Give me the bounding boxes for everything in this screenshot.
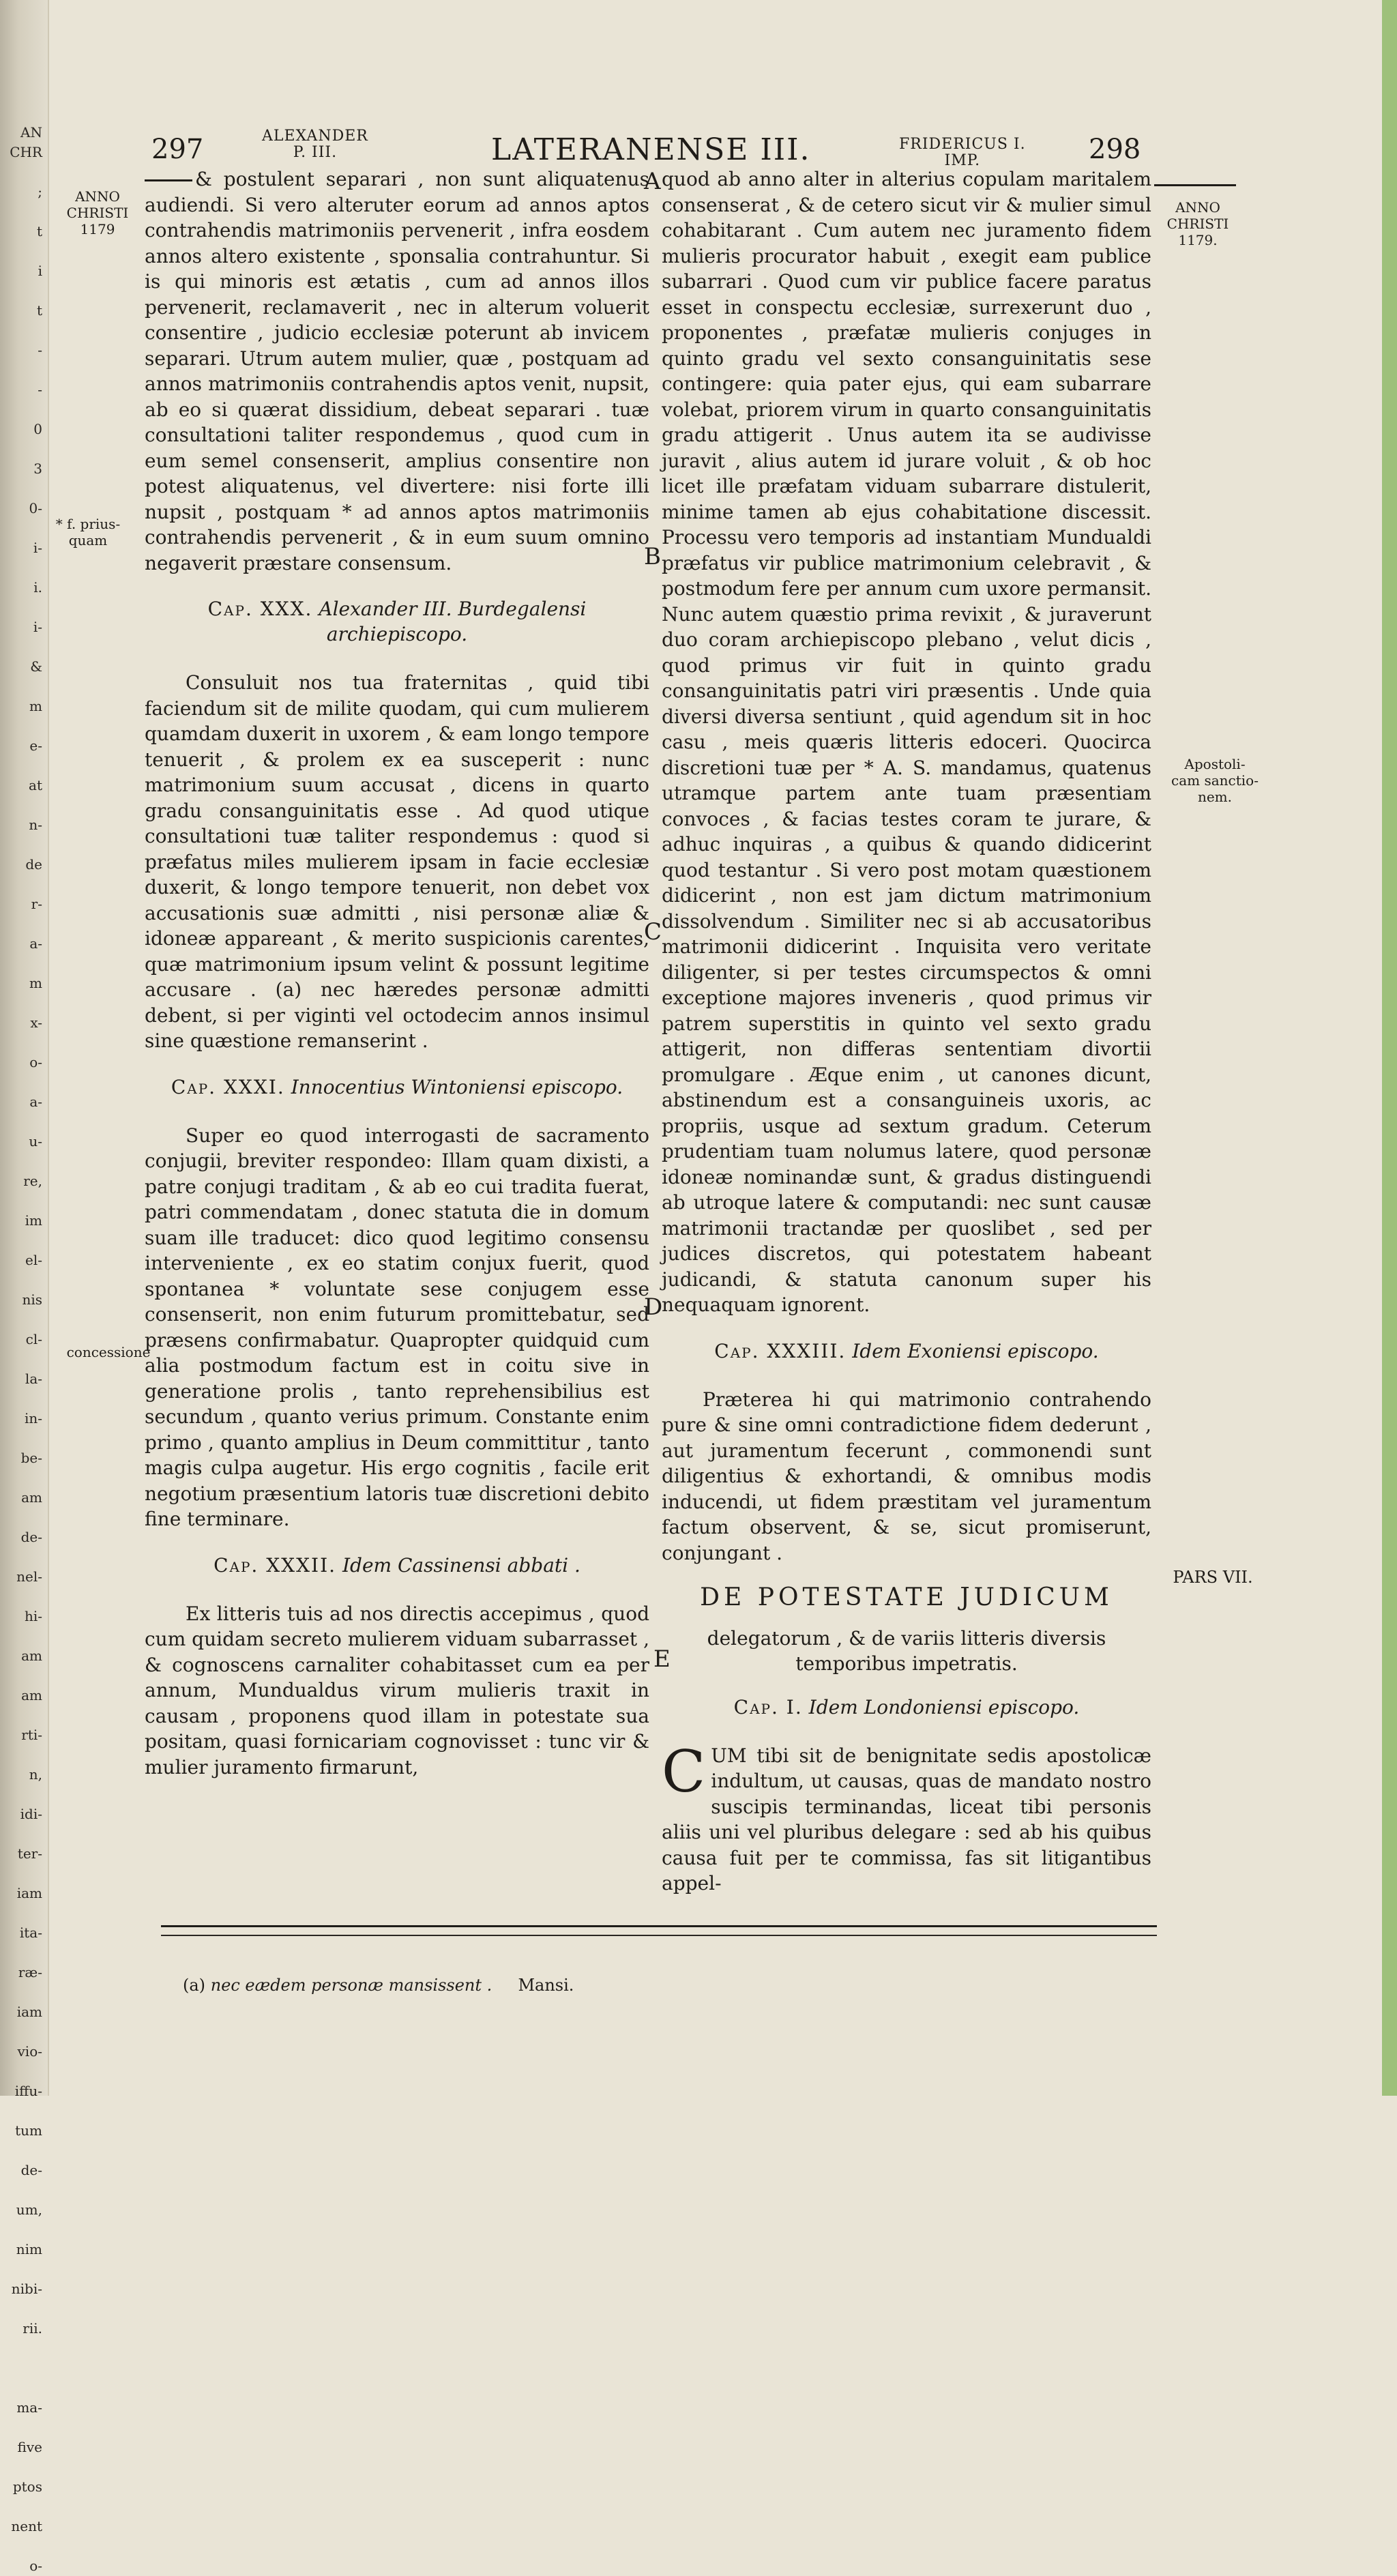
section-subheading: delegatorum , & de variis litteris diversis temporibus impetratis. — [707, 1626, 1106, 1675]
facing-page-fragment — [0, 0, 49, 2574]
left-column — [145, 166, 649, 1780]
running-head-right-line1: FRIDERICUS I. — [899, 136, 1026, 153]
running-head-left-line1: ALEXANDER — [262, 128, 368, 145]
chapter-label: Cap. XXXIII. — [714, 1339, 847, 1362]
section-letter-d: D — [644, 1293, 663, 1321]
chapter-heading-32 — [145, 1553, 649, 1578]
chapter-title: Innocentius Wintoniensi episcopo. — [291, 1075, 623, 1098]
running-head-left — [262, 128, 368, 161]
chapter-heading-30 — [145, 596, 649, 647]
right-column — [662, 166, 1151, 1897]
paragraph: Præterea hi qui matrimonio contrahendo pure & sine omni contradictione fidem dederunt , aut juramentum fecerunt , commonendi sunt diligentius & exhortandi, & omnibus modis inducendi, ut fidem præstitam vel juramentum factum observent, & se, sicut promiserunt, conjungant . — [662, 1388, 1151, 1564]
chapter-heading-31 — [145, 1074, 649, 1100]
chapter-label: Cap. I. — [733, 1695, 803, 1718]
margin-note-apostolicam-line1: Apostoli- — [1184, 756, 1246, 772]
facing-page-text: AN CHR ; t i t - - 0 3 0- i- i. i- & m e- at n- de r- a- m x- o- a- u- re, im el- nis cl- la- in- be- am de- nel- hi- am am rti- n, idi- ter- iam ita- ræ- iam vio- iffu- tum de- um, nim nibi- rii. ma- five ptos nent o- — [10, 124, 42, 2574]
margin-note-priusquam-line1: * f. prius- — [55, 516, 121, 532]
chapter-title: Idem Exoniensi episcopo. — [852, 1339, 1099, 1362]
chapter-title: Idem Cassinensi abbati . — [342, 1553, 580, 1577]
continuation-dash — [145, 179, 192, 181]
footnote-rule-secondary — [161, 1935, 1157, 1936]
chapter-label: Cap. XXXII. — [214, 1553, 337, 1577]
chapter-heading-33 — [662, 1338, 1151, 1364]
paragraph: quod ab anno alter in alterius copulam maritalem consenserat , & de cetero sicut vir & mulier simul cohabitarant . Cum autem nec juramento fidem mulieris procurator habuit , exegit eam publice subarrari . Quod cum vir publice facere paratus esset in conspectu ecclesiæ, surrexerunt duo , proponentes , præfatæ mulieris conjuges in quinto gradu vel sexto consanguinitatis sese contingere: quia pater ejus, qui eam subarrare volebat, priorem virum in quarto consanguinitatis gradu attigerit . Unus autem ita se audivisse juravit , alius autem id jurare voluit , & ob hoc licet ille præfatam viduam subarrare distulerit, minime tamen ab ejus cohabitatione discessit. Processu vero temporis ad instantiam Mundualdi præfatus vir publice matrimonium celebravit , & postmodum fere per annum cum uxore permansit. Nunc autem quæstio prima revixit , & juraverunt duo coram archiepiscopo plebano , velut dicis , quod primus vir fuit in quinto gradu consanguinitatis patri viri præsentis . Unde quia diversi diversa sentiunt , quid agendum sit in hoc casu , meis quæris litteris edoceri. Quocirca discretioni tuæ per * A. S. mandamus, quatenus utramque partem ante tuam præsentiam convoces , & facias testes coram te jurare, & adhuc inquiras , a quibus & quando didicerint quod testantur . Si vero post motam quæstionem didicerint , non est jam dictum matrimonium dissolvendum . Similiter nec si ab accusatoribus matrimonii didicerint . Inquisita vero veritate diligenter, si per testes circumspectos & omni exceptione majores inveneris , quod primus vir patrem superstitis in quinto vel sexto gradu attigerit, non differas sententiam divortii promulgare . Æque enim , ut canones dicunt, abstinendum est a consanguineis uxoris, ac propriis, usque ad sextum gradum. Ceterum prudentiam tuam nolumus latere, quod personæ idoneæ nominandæ sunt, & gradus distinguendi ab utroque latere & computandi: nec sunt causæ matrimonii tractandæ per quoslibet , sed per judices discretos, qui potestatem habeant judicandi, & statuta canonum super his nequaquam ignorent. — [662, 168, 1151, 1316]
footnote-author: Mansi. — [518, 1976, 574, 1995]
chapter-label: Cap. XXXI. — [171, 1075, 285, 1098]
running-head-right — [899, 136, 1026, 169]
margin-note-concessione: concessione — [66, 1344, 151, 1360]
footnote-rule — [161, 1925, 1157, 1927]
paragraph — [662, 1738, 1151, 1897]
chapter-title: Alexander III. Burdegalensi archiepiscopo. — [319, 598, 587, 645]
margin-note-apostolicam-line3: nem. — [1197, 789, 1233, 805]
paragraph-text: & postulent separari , non sunt aliquatenus audiendi. Si vero alteruter eorum ad annos aptos contrahendis matrimoniis pervenerit , infra eosdem annos altero existente , sponsalia contrahuntur. Si is qui minoris est ætatis , cum ad annos illos pervenerit, reclamaverit , nec in alterum voluerit consentire , judicio ecclesiæ poterunt ab invicem separari. Utrum autem mulier, quæ , postquam ad annos matrimoniis contrahendis aptos venit, nupsit, ab eo si quærat dissidium, debeat separari . tuæ consultationi taliter respondemus , quod cum in eum semel consenserit, amplius consentire non potest aliquatenus, vel divertere: nisi forte illi nupsit , postquam * ad annos aptos matrimoniis contrahendis pervenerit , & in eum suum omnino negaverit præstare consensum. — [145, 168, 649, 574]
paragraph: Consuluit nos tua fraternitas , quid tibi faciendum sit de milite quodam, qui cum mulierem quamdam duxerit in uxorem , & eam longo tempore tenuerit , & prolem ex ea susceperit : nunc matrimonium suum accusat , dicens in quarto gradu consanguinitatis esse . Ad quod utique consultationi tuæ taliter respondemus : quod si præfatus miles mulierem ipsam in facie ecclesiæ duxerit, & longo tempore tenuerit, non debet vox accusationis suæ admitti , nisi personæ aliæ & idoneæ appareant , & merito suspicionis carentes, quæ matrimonium ipsum velint & possunt legitime accusare . (a) nec hæredes personæ admitti debent, si per viginti vel octodecim annos insimul sine quæstione remanserint . — [145, 671, 649, 1052]
section-letter-b: B — [644, 543, 661, 570]
paragraph — [145, 166, 649, 576]
section-heading: DE POTESTATE JUDICUM — [700, 1583, 1113, 1611]
chapter-label: Cap. XXX. — [207, 598, 313, 620]
paragraph: Super eo quod interrogasti de sacramento conjugii, breviter respondeo: Illam quam dixisti, a patre conjugi traditam , & ab eo cui tradita fuerat, patri commendatam , donec statuta die in domum suam ille traducet: dico quod legitimo consensu interveniente , ex eo statim conjux fuerit, quod spontanea * voluntate sese conjugem esse consenserit, non enim futurum promittebatur, sed præsens confirmabatur. Quapropter quidquid cum alia postmodum factum est in coitu sive in generatione prolis , tanto reprehensibilius est secundum , quanto verius primum. Constante enim primo , quanto amplius in Deum committitur , tanto magis culpa augetur. His ergo cognitis , facile erit negotium præsentium latoris tuæ discretioni debito fine terminare. — [145, 1124, 649, 1530]
chapter-heading-1 — [662, 1695, 1151, 1720]
page-number-left: 297 — [151, 134, 204, 165]
margin-note-apostolicam — [1169, 756, 1261, 805]
margin-pars: PARS VII. — [1173, 1568, 1253, 1587]
paragraph-text: UM tibi sit de benignitate sedis apostolicæ indultum, ut causas, quas de mandato nostro suscipis terminandas, liceat tibi personis aliis uni vel pluribus delegare : sed ab his quibus causa fuit per te commissa, fas sit litigantibus appel- — [662, 1744, 1151, 1894]
margin-anno-right-word: ANNO — [1175, 199, 1220, 216]
section-letter-a: A — [644, 168, 661, 195]
margin-anno-right-year: 1179. — [1178, 232, 1218, 248]
running-head-right-line2: IMP. — [944, 152, 981, 169]
footnote — [183, 1976, 574, 1995]
margin-anno-right — [1160, 199, 1236, 248]
margin-note-apostolicam-line2: cam sanctio- — [1171, 772, 1259, 789]
margin-anno-left-christi: CHRISTI — [66, 205, 129, 221]
margin-note-priusquam — [44, 516, 132, 548]
drop-capital: C — [662, 1738, 706, 1805]
margin-anno-left-year: 1179 — [80, 221, 115, 237]
margin-anno-left — [60, 188, 135, 237]
chapter-title: Idem Londoniensi episcopo. — [808, 1695, 1080, 1718]
margin-note-priusquam-line2: quam — [68, 532, 108, 548]
section-letter-e: E — [653, 1645, 671, 1673]
page-title: LATERANENSE III. — [491, 132, 811, 167]
footnote-text: nec eædem personæ mansissent . — [210, 1976, 492, 1995]
margin-anno-left-word: ANNO — [75, 188, 120, 205]
paragraph: Ex litteris tuis ad nos directis accepimus , quod cum quidam secreto mulierem viduam subarrasset , & cognoscens carnaliter cohabitasset cum ea per annum, Mundualdus virum mulieris traxit in causam , proponens quod illam in potestate sua positam, quasi fornicariam cognovisset : tunc vir & mulier juramento firmarunt, — [145, 1602, 649, 1779]
page-number-right: 298 — [1089, 134, 1141, 165]
background-edge — [1382, 0, 1397, 2096]
section-letter-c: C — [644, 918, 662, 946]
footnote-mark: (a) — [183, 1976, 206, 1995]
margin-anno-right-christi: CHRISTI — [1166, 216, 1229, 232]
margin-dash-right — [1154, 184, 1236, 186]
running-head-left-line2: P. III. — [293, 144, 338, 161]
